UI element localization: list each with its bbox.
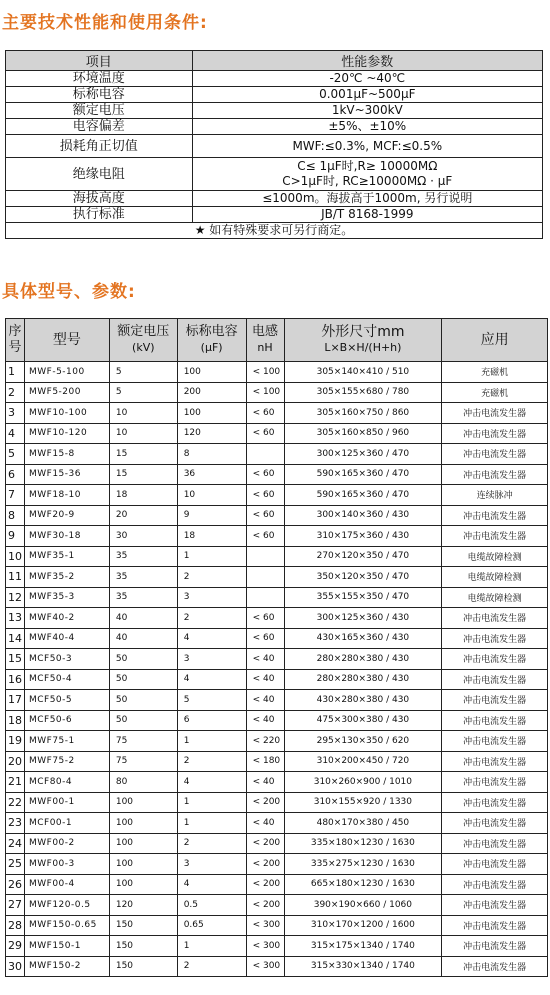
application: 冲击电流发生器 [442,936,548,957]
model-name: MWF150-1 [24,936,109,957]
inductance: < 200 [246,895,284,916]
spec-row [6,191,543,207]
rated-voltage: 15 [109,444,177,465]
rated-voltage: 80 [109,772,177,793]
row-index: 25 [6,854,25,875]
inductance: < 300 [246,936,284,957]
rated-voltage: 40 [109,628,177,649]
spec-table [5,50,543,239]
row-index: 10 [6,546,25,567]
rated-voltage: 100 [109,813,177,834]
capacitance: 5 [177,690,246,711]
application: 冲击电流发生器 [442,833,548,854]
model-name: MWF00-2 [24,833,109,854]
spec-note-row [6,223,543,239]
capacitance: 1 [177,936,246,957]
rated-voltage: 150 [109,915,177,936]
model-name: MCF50-4 [24,669,109,690]
header-dimensions [284,319,442,362]
application: 充磁机 [442,382,548,403]
rated-voltage: 100 [109,833,177,854]
table-row [6,423,548,444]
spec-item: 环境温度 [6,71,193,87]
row-index: 2 [6,382,25,403]
table-row [6,485,548,506]
capacitance: 3 [177,587,246,608]
capacitance: 2 [177,608,246,629]
spec-note: ★ 如有特殊要求可另行商定。 [6,223,543,239]
model-name: MWF15-8 [24,444,109,465]
inductance: < 40 [246,813,284,834]
rated-voltage: 100 [109,854,177,875]
inductance: < 40 [246,690,284,711]
model-name: MWF75-2 [24,751,109,772]
model-name: MWF40-4 [24,628,109,649]
spec-item: 额定电压 [6,103,193,119]
spec-header-item: 项目 [6,51,193,71]
dimensions: 665×180×1230 / 1630 [284,874,442,895]
capacitance: 18 [177,526,246,547]
table-row [6,403,548,424]
model-header-row [6,319,548,362]
dimensions: 310×260×900 / 1010 [284,772,442,793]
inductance: < 100 [246,382,284,403]
capacitance: 1 [177,731,246,752]
row-index: 23 [6,813,25,834]
application: 冲击电流发生器 [442,854,548,875]
row-index: 18 [6,710,25,731]
capacitance: 1 [177,546,246,567]
dimensions: 590×165×360 / 470 [284,464,442,485]
rated-voltage: 100 [109,792,177,813]
inductance: < 40 [246,772,284,793]
application: 冲击电流发生器 [442,423,548,444]
inductance: < 40 [246,710,284,731]
spec-item: 执行标准 [6,207,193,223]
dimensions: 305×160×750 / 860 [284,403,442,424]
dimensions: 350×120×350 / 470 [284,567,442,588]
inductance: < 60 [246,423,284,444]
application: 冲击电流发生器 [442,444,548,465]
rated-voltage: 5 [109,382,177,403]
row-index: 11 [6,567,25,588]
inductance: < 60 [246,403,284,424]
capacitance: 8 [177,444,246,465]
spec-row [6,158,543,191]
capacitance: 6 [177,710,246,731]
header-voltage [109,319,177,362]
row-index: 24 [6,833,25,854]
model-name: MWF18-10 [24,485,109,506]
spec-value: 1kV~300kV [192,103,542,119]
table-row [6,587,548,608]
rated-voltage: 50 [109,690,177,711]
table-row [6,608,548,629]
inductance: < 60 [246,485,284,506]
spec-header-value: 性能参数 [192,51,542,71]
spec-value: 0.001μF~500μF [192,87,542,103]
spec-value-line: C≤ 1μF时,R≥ 10000MΩ [297,159,438,173]
application: 冲击电流发生器 [442,895,548,916]
application: 冲击电流发生器 [442,710,548,731]
application: 冲击电流发生器 [442,813,548,834]
rated-voltage: 35 [109,587,177,608]
spec-value: ±5%、±10% [192,119,542,135]
model-name: MWF35-2 [24,567,109,588]
table-row [6,505,548,526]
row-index: 19 [6,731,25,752]
rated-voltage: 30 [109,526,177,547]
table-row [6,444,548,465]
rated-voltage: 40 [109,608,177,629]
model-name: MCF00-1 [24,813,109,834]
rated-voltage: 18 [109,485,177,506]
model-name: MWF00-3 [24,854,109,875]
spec-row [6,119,543,135]
rated-voltage: 50 [109,649,177,670]
header-capacitance [177,319,246,362]
spec-item: 电容偏差 [6,119,193,135]
inductance: < 220 [246,731,284,752]
header-dimensions-label: 外形尺寸mm [321,324,405,340]
dimensions: 305×140×410 / 510 [284,362,442,383]
application: 冲击电流发生器 [442,628,548,649]
table-row [6,649,548,670]
header-inductance [246,319,284,362]
capacitance: 1 [177,813,246,834]
spec-item: 海拔高度 [6,191,193,207]
inductance: < 200 [246,874,284,895]
capacitance: 4 [177,772,246,793]
application: 电缆故障检测 [442,546,548,567]
spec-value: MWF:≤0.3%, MCF:≤0.5% [192,135,542,158]
row-index: 12 [6,587,25,608]
rated-voltage: 75 [109,751,177,772]
table-row [6,874,548,895]
spec-value: JB/T 8168-1999 [192,207,542,223]
row-index: 1 [6,362,25,383]
table-row [6,813,548,834]
capacitance: 0.65 [177,915,246,936]
dimensions: 280×280×380 / 430 [284,669,442,690]
row-index: 30 [6,956,25,977]
table-row [6,362,548,383]
inductance: < 200 [246,854,284,875]
inductance: < 180 [246,751,284,772]
row-index: 26 [6,874,25,895]
row-index: 13 [6,608,25,629]
table-row [6,546,548,567]
row-index: 8 [6,505,25,526]
application: 冲击电流发生器 [442,505,548,526]
row-index: 27 [6,895,25,916]
table-row [6,526,548,547]
table-row [6,936,548,957]
model-name: MWF30-18 [24,526,109,547]
inductance: < 60 [246,526,284,547]
row-index: 6 [6,464,25,485]
table-row [6,710,548,731]
header-application: 应用 [442,319,548,362]
spec-row [6,103,543,119]
dimensions: 300×140×360 / 430 [284,505,442,526]
dimensions: 390×190×660 / 1060 [284,895,442,916]
rated-voltage: 120 [109,895,177,916]
model-name: MWF5-200 [24,382,109,403]
inductance: < 60 [246,505,284,526]
dimensions: 475×300×380 / 430 [284,710,442,731]
inductance: < 200 [246,833,284,854]
application: 冲击电流发生器 [442,792,548,813]
application: 冲击电流发生器 [442,731,548,752]
header-inductance-unit: nH [257,341,273,354]
inductance [246,587,284,608]
table-row [6,772,548,793]
inductance: < 60 [246,608,284,629]
inductance: < 200 [246,792,284,813]
model-name: MWF75-1 [24,731,109,752]
inductance: < 300 [246,956,284,977]
rated-voltage: 10 [109,423,177,444]
capacitance: 4 [177,628,246,649]
rated-voltage: 35 [109,546,177,567]
application: 冲击电流发生器 [442,772,548,793]
rated-voltage: 15 [109,464,177,485]
application: 冲击电流发生器 [442,690,548,711]
rated-voltage: 35 [109,567,177,588]
table-row [6,915,548,936]
application: 冲击电流发生器 [442,669,548,690]
model-name: MWF150-2 [24,956,109,977]
header-voltage-label: 额定电压 [117,324,170,339]
dimensions: 305×155×680 / 780 [284,382,442,403]
application: 冲击电流发生器 [442,649,548,670]
capacitance: 36 [177,464,246,485]
capacitance: 1 [177,792,246,813]
model-name: MWF40-2 [24,608,109,629]
spec-item: 损耗角正切值 [6,135,193,158]
dimensions: 480×170×380 / 450 [284,813,442,834]
header-inductance-label: 电感 [252,324,279,339]
capacitance: 3 [177,854,246,875]
spec-row [6,71,543,87]
dimensions: 300×125×360 / 470 [284,444,442,465]
row-index: 20 [6,751,25,772]
row-index: 21 [6,772,25,793]
header-capacitance-unit: (μF) [200,341,223,354]
inductance [246,567,284,588]
dimensions: 295×130×350 / 620 [284,731,442,752]
model-name: MCF50-3 [24,649,109,670]
row-index: 5 [6,444,25,465]
rated-voltage: 20 [109,505,177,526]
application: 冲击电流发生器 [442,915,548,936]
rated-voltage: 100 [109,874,177,895]
row-index: 7 [6,485,25,506]
dimensions: 590×165×360 / 470 [284,485,442,506]
header-model: 型号 [24,319,109,362]
rated-voltage: 75 [109,731,177,752]
dimensions: 310×155×920 / 1330 [284,792,442,813]
capacitance: 100 [177,362,246,383]
section-title-specs: 主要技术性能和使用条件: [2,13,208,33]
application: 冲击电流发生器 [442,874,548,895]
dimensions: 310×170×1200 / 1600 [284,915,442,936]
application: 冲击电流发生器 [442,608,548,629]
rated-voltage: 10 [109,403,177,424]
dimensions: 430×280×380 / 430 [284,690,442,711]
capacitance: 2 [177,751,246,772]
inductance [246,546,284,567]
inductance: < 300 [246,915,284,936]
model-table [5,318,548,977]
inductance: < 40 [246,649,284,670]
header-voltage-unit: (kV) [132,341,155,354]
capacitance: 0.5 [177,895,246,916]
table-row [6,628,548,649]
capacitance: 3 [177,649,246,670]
table-row [6,833,548,854]
spec-value: -20℃ ~40℃ [192,71,542,87]
spec-item: 绝缘电阻 [6,158,193,191]
model-name: MCF80-4 [24,772,109,793]
capacitance: 9 [177,505,246,526]
rated-voltage: 150 [109,956,177,977]
rated-voltage: 50 [109,710,177,731]
dimensions: 315×330×1340 / 1740 [284,956,442,977]
inductance: < 60 [246,628,284,649]
spec-value [192,158,542,191]
application: 冲击电流发生器 [442,956,548,977]
table-row [6,690,548,711]
rated-voltage: 5 [109,362,177,383]
capacitance: 4 [177,874,246,895]
model-name: MWF00-4 [24,874,109,895]
row-index: 3 [6,403,25,424]
table-row [6,567,548,588]
model-table-body [6,362,548,977]
row-index: 4 [6,423,25,444]
capacitance: 120 [177,423,246,444]
model-name: MWF120-0.5 [24,895,109,916]
capacitance: 2 [177,833,246,854]
header-dimensions-unit: L×B×H/(H+h) [324,341,402,354]
model-name: MWF35-3 [24,587,109,608]
table-row [6,895,548,916]
dimensions: 310×175×360 / 430 [284,526,442,547]
inductance [246,444,284,465]
row-index: 22 [6,792,25,813]
table-row [6,956,548,977]
spec-value-line: C>1μF时, RC≥10000MΩ · μF [282,174,453,188]
application: 冲击电流发生器 [442,464,548,485]
spec-row [6,135,543,158]
capacitance: 10 [177,485,246,506]
spec-item: 标称电容 [6,87,193,103]
inductance: < 40 [246,669,284,690]
dimensions: 270×120×350 / 470 [284,546,442,567]
application: 冲击电流发生器 [442,751,548,772]
application: 冲击电流发生器 [442,403,548,424]
model-name: MCF50-6 [24,710,109,731]
row-index: 14 [6,628,25,649]
model-name: MWF00-1 [24,792,109,813]
table-row [6,751,548,772]
row-index: 16 [6,669,25,690]
inductance: < 60 [246,464,284,485]
dimensions: 335×180×1230 / 1630 [284,833,442,854]
header-index: 序号 [6,319,25,362]
rated-voltage: 150 [109,936,177,957]
application: 充磁机 [442,362,548,383]
table-row [6,854,548,875]
capacitance: 2 [177,956,246,977]
capacitance: 4 [177,669,246,690]
spec-row [6,207,543,223]
application: 电缆故障检测 [442,587,548,608]
row-index: 9 [6,526,25,547]
section-title-models: 具体型号、参数: [2,282,136,302]
row-index: 28 [6,915,25,936]
rated-voltage: 50 [109,669,177,690]
dimensions: 300×125×360 / 430 [284,608,442,629]
dimensions: 355×155×350 / 470 [284,587,442,608]
model-name: MWF15-36 [24,464,109,485]
model-name: MWF35-1 [24,546,109,567]
model-name: MWF-5-100 [24,362,109,383]
dimensions: 305×160×850 / 960 [284,423,442,444]
model-name: MCF50-5 [24,690,109,711]
dimensions: 315×175×1340 / 1740 [284,936,442,957]
table-row [6,382,548,403]
table-row [6,792,548,813]
dimensions: 335×275×1230 / 1630 [284,854,442,875]
model-name: MWF20-9 [24,505,109,526]
dimensions: 430×165×360 / 430 [284,628,442,649]
table-row [6,731,548,752]
spec-row [6,87,543,103]
model-name: MWF150-0.65 [24,915,109,936]
application: 电缆故障检测 [442,567,548,588]
dimensions: 310×200×450 / 720 [284,751,442,772]
spec-header-row [6,51,543,71]
row-index: 17 [6,690,25,711]
application: 连续脉冲 [442,485,548,506]
table-row [6,464,548,485]
spec-value: ≤1000m。海拔高于1000m, 另行说明 [192,191,542,207]
inductance: < 100 [246,362,284,383]
dimensions: 280×280×380 / 430 [284,649,442,670]
model-name: MWF10-120 [24,423,109,444]
row-index: 29 [6,936,25,957]
capacitance: 100 [177,403,246,424]
row-index: 15 [6,649,25,670]
capacitance: 200 [177,382,246,403]
header-capacitance-label: 标称电容 [185,324,238,339]
model-name: MWF10-100 [24,403,109,424]
table-row [6,669,548,690]
capacitance: 2 [177,567,246,588]
application: 冲击电流发生器 [442,526,548,547]
